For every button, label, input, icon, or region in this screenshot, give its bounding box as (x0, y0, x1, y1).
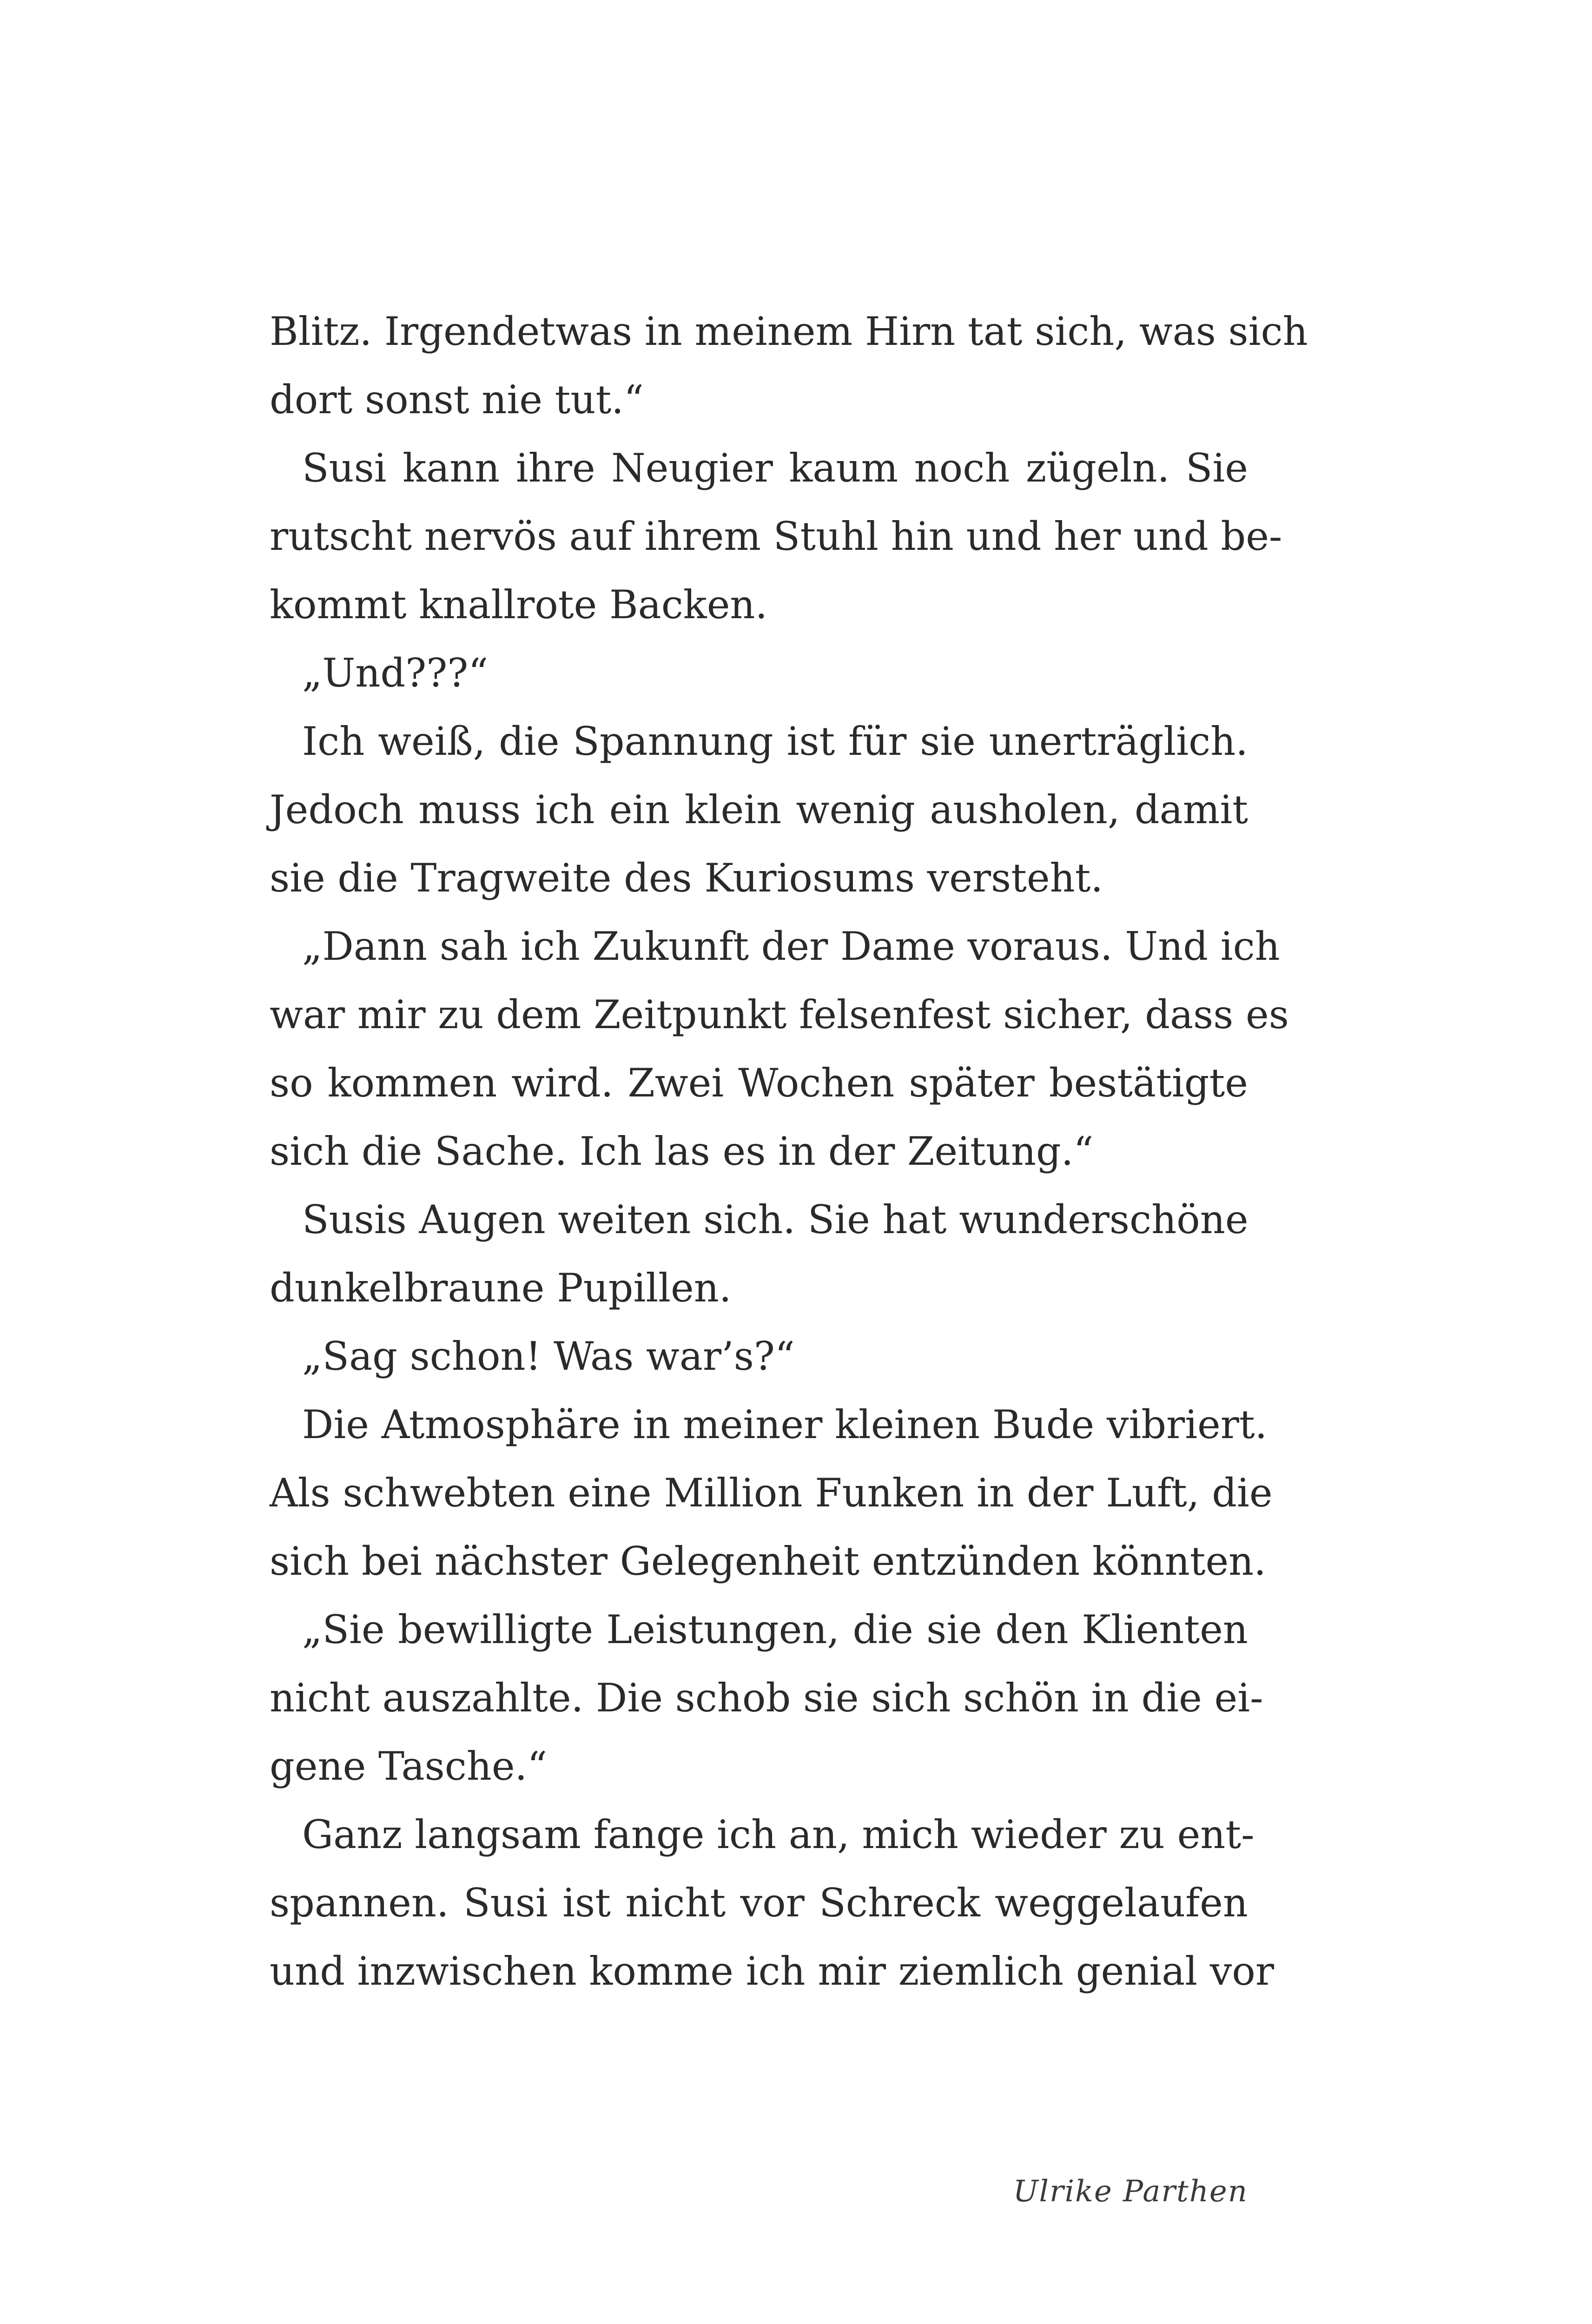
text-line: sich die Sache. Ich las es in der Zeitung.“ (270, 1129, 1094, 1174)
text-line: sie die Tragweite des Kuriosums versteht. (270, 855, 1103, 901)
paragraph (270, 1322, 1248, 1391)
text-line: „Dann sah ich Zukunft der Dame voraus. Und ich (302, 924, 1280, 969)
text-line: Die Atmosphäre in meiner kleinen Bude vibriert. (302, 1402, 1268, 1447)
text-line: dort sonst nie tut.“ (270, 377, 644, 423)
paragraph (270, 297, 1308, 434)
paragraph (270, 639, 1248, 707)
paragraph (270, 1391, 1273, 1596)
body-text (270, 297, 1308, 2006)
paragraph (270, 912, 1289, 1186)
text-line: und inzwischen komme ich mir ziemlich genial vor (270, 1948, 1275, 1994)
text-line: Als schwebten eine Million Funken in der Luft, die (270, 1470, 1273, 1516)
paragraph (270, 1186, 1248, 1322)
text-line: nicht auszahlte. Die schob sie sich schön in die ei- (270, 1675, 1263, 1721)
text-line: kommt knallrote Backen. (270, 582, 768, 627)
text-line: „Und???“ (302, 650, 489, 696)
paragraph (270, 707, 1248, 912)
text-line: sich bei nächster Gelegenheit entzünden könnten. (270, 1538, 1266, 1584)
text-line: Jedoch muss ich ein klein wenig ausholen, damit (270, 787, 1248, 832)
text-line: dunkelbraune Pupillen. (270, 1265, 732, 1311)
text-line: Ich weiß, die Spannung ist für sie unerträglich. (302, 719, 1248, 764)
paragraph (270, 1801, 1275, 2006)
text-line: Blitz. Irgendetwas in meinem Hirn tat sich, was sich (270, 309, 1308, 354)
text-line: spannen. Susi ist nicht vor Schreck weggelaufen (270, 1880, 1248, 1926)
text-line: so kommen wird. Zwei Wochen später bestätigte (270, 1060, 1248, 1106)
paragraph (270, 434, 1282, 639)
text-line: war mir zu dem Zeitpunkt felsenfest sicher, dass es (270, 992, 1289, 1037)
paragraph (270, 1596, 1263, 1801)
text-line: „Sie bewilligte Leistungen, die sie den Klienten (302, 1607, 1248, 1652)
text-line: Susis Augen weiten sich. Sie hat wunderschöne (302, 1197, 1248, 1242)
text-line: gene Tasche.“ (270, 1743, 548, 1789)
running-footer-author: Ulrike Parthen (1013, 2174, 1248, 2209)
text-line: rutscht nervös auf ihrem Stuhl hin und her und be- (270, 514, 1282, 559)
text-line: Ganz langsam fange ich an, mich wieder zu ent- (302, 1812, 1255, 1857)
text-line: „Sag schon! Was war’s?“ (302, 1334, 795, 1379)
text-line: Susi kann ihre Neugier kaum noch zügeln. Sie (302, 445, 1248, 491)
